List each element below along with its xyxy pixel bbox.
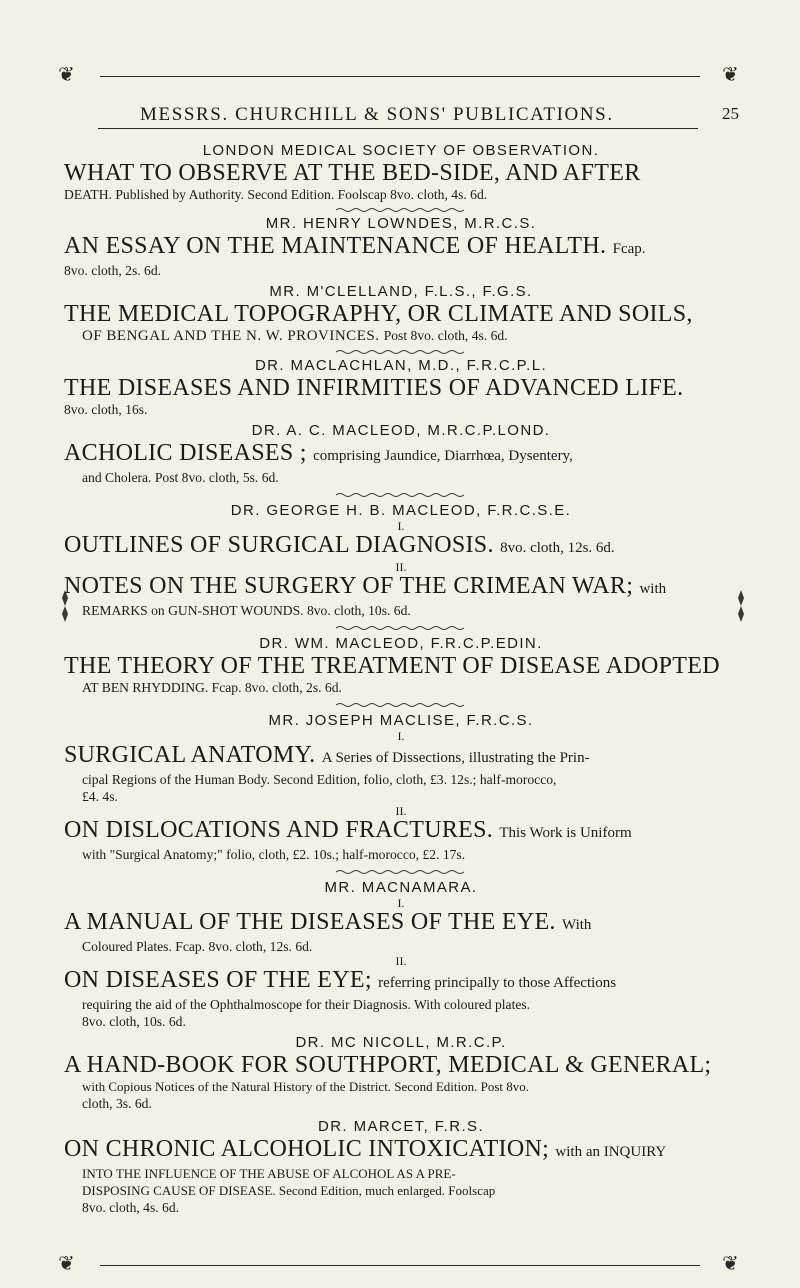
wavy-divider [336,492,466,498]
entry-title: THE THEORY OF THE TREATMENT OF DISEASE ADOPTED [64,653,720,679]
bottom-left-ornament: ❦ [58,1251,75,1275]
entry-title-text: ACHOLIC DISEASES ; [64,440,307,466]
entry-mcclelland [64,283,738,345]
part-numeral: I. [397,729,405,743]
entry-title-text: ON DISLOCATIONS AND FRACTURES. [64,817,494,843]
entry-description: DEATH. Published by Authority. Second Edition. Foolscap 8vo. cloth, 4s. 6d. [64,187,488,202]
entry-subtitle-b [64,1182,738,1199]
entry-description: with Copious Notices of the Natural History of the District. Second Edition. Post 8vo. [82,1079,530,1094]
top-right-ornament: ❦ [722,62,739,86]
entry-title-text: SURGICAL ANATOMY. [64,742,316,768]
entry-title: WHAT TO OBSERVE AT THE BED-SIDE, AND AFTER [64,160,641,186]
entry-london-medical-society [64,142,738,203]
entry-author: MR. MACNAMARA. [324,879,478,896]
bottom-rule [100,1265,700,1266]
entry-macnamara [64,879,738,1030]
entry-title-tail: 8vo. cloth, 12s. 6d. [500,540,615,556]
entry-subtitle-b-tail: Second Edition, much enlarged. Foolscap [278,1183,496,1198]
entry-title-tail: comprising Jaundice, Diarrhœa, Dysentery, [313,448,573,464]
entry-title-2 [64,967,738,996]
part-numeral: II. [395,560,407,574]
entry-author: DR. MC NICOLL, M.R.C.P. [295,1034,507,1051]
entry-subtitle-tail: Post 8vo. cloth, 4s. 6d. [383,328,508,343]
entry-title: THE DISEASES AND INFIRMITIES OF ADVANCED LIFE. [64,375,684,401]
entry-description-2: requiring the aid of the Ophthalmoscope for their Diagnosis. With coloured plates. [82,997,531,1012]
entry-description: cipal Regions of the Human Body. Second Edition, folio, cloth, £3. 12s.; half-morocco, [82,772,557,787]
wavy-divider [336,869,466,875]
entry-title [64,233,738,262]
entry-author: DR. GEORGE H. B. MACLEOD, F.R.C.S.E. [230,502,572,519]
entry-author: LONDON MEDICAL SOCIETY OF OBSERVATION. [202,142,600,159]
page-number: 25 [722,104,739,123]
entry-title-text: NOTES ON THE SURGERY OF THE CRIMEAN WAR; [64,573,634,599]
entry-title-tail: with an INQUIRY [555,1144,667,1160]
entry-description-2: with "Surgical Anatomy;" folio, cloth, £2. 10s.; half-morocco, £2. 17s. [82,847,466,862]
sub-header-rule [98,128,698,129]
entry-wm-macleod [64,635,738,696]
entry-description: Coloured Plates. Fcap. 8vo. cloth, 12s. 6d. [82,939,313,954]
running-header: MESSRS. CHURCHILL & SONS' PUBLICATIONS. [140,104,614,125]
entry-title-text: AN ESSAY ON THE MAINTENANCE OF HEALTH. [64,233,607,259]
entry-description: 8vo. cloth, 2s. 6d. [64,263,162,278]
entry-description: 8vo. cloth, 4s. 6d. [82,1200,180,1215]
entry-maclise [64,712,738,863]
entry-subtitle: INTO THE INFLUENCE OF THE ABUSE OF ALCOHOL AS A PRE- [82,1166,456,1181]
entry-title: A HAND-BOOK FOR SOUTHPORT, MEDICAL & GENERAL; [64,1052,712,1078]
entry-description-2b: 8vo. cloth, 10s. 6d. [82,1014,186,1029]
entry-title-tail: This Work is Uniform [499,825,632,841]
entry-title-text: OUTLINES OF SURGICAL DIAGNOSIS. [64,532,494,558]
part-numeral: II. [395,804,407,818]
entry-title-tail: with [639,581,667,597]
entry-author: MR. M'CLELLAND, F.L.S., F.G.S. [269,283,533,300]
entry-description: AT BEN RHYDDING. Fcap. 8vo. cloth, 2s. 6d. [82,680,342,695]
entry-title [64,1136,738,1165]
entry-author: DR. A. C. MACLEOD, M.R.C.P.LOND. [251,422,551,439]
entry-title-tail: Fcap. [612,241,646,257]
entry-title-text: A MANUAL OF THE DISEASES OF THE EYE. [64,909,556,935]
wavy-divider [336,349,466,355]
entry-title-tail: A Series of Dissections, illustrating the Prin- [321,750,590,766]
entry-title-2 [64,817,738,846]
entry-description-2: REMARKS on GUN-SHOT WOUNDS. 8vo. cloth, 10s. 6d. [82,603,411,618]
entry-marcet [64,1118,738,1216]
entry-lowndes [64,215,738,279]
entry-description-b: cloth, 3s. 6d. [82,1096,152,1111]
entry-description: and Cholera. Post 8vo. cloth, 5s. 6d. [82,470,279,485]
entry-maclachlan [64,357,738,418]
entry-george-macleod [64,502,738,619]
entry-author: MR. HENRY LOWNDES, M.R.C.S. [265,215,537,232]
entry-title-tail: referring principally to those Affections [378,975,617,991]
bottom-right-ornament: ❦ [722,1251,739,1275]
entry-author: DR. WM. MACLEOD, F.R.C.P.EDIN. [259,635,543,652]
entry-title-text: ON CHRONIC ALCOHOLIC INTOXICATION; [64,1136,550,1162]
entry-title [64,532,738,561]
entry-author: DR. MARCET, F.R.S. [317,1118,485,1135]
entry-description: 8vo. cloth, 16s. [64,402,148,417]
part-numeral: II. [395,954,407,968]
top-rule [100,76,700,77]
entry-title [64,742,738,771]
entry-a-c-macleod [64,422,738,486]
publication-list [64,142,738,1216]
entry-title [64,440,738,469]
wavy-divider [336,625,466,631]
entry-title-2 [64,573,738,602]
entry-author: MR. JOSEPH MACLISE, F.R.C.S. [268,712,534,729]
wavy-divider [336,702,466,708]
entry-title [64,909,738,938]
entry-title-text: ON DISEASES OF THE EYE; [64,967,372,993]
part-numeral: I. [397,896,405,910]
entry-title-tail: With [562,917,592,933]
top-left-ornament: ❦ [58,62,75,86]
entry-author: DR. MACLACHLAN, M.D., F.R.C.P.L. [254,357,548,374]
entry-subtitle-text: OF BENGAL AND THE N. W. PROVINCES. [82,328,380,344]
part-numeral: I. [397,519,405,533]
entry-subtitle [64,327,738,345]
entry-description-b: £4. 4s. [82,789,118,804]
entry-subtitle-b-text: DISPOSING CAUSE OF DISEASE. [82,1183,276,1198]
entry-title: THE MEDICAL TOPOGRAPHY, OR CLIMATE AND SOILS, [64,301,693,327]
wavy-divider [336,207,466,213]
entry-mcnicoll [64,1034,738,1112]
